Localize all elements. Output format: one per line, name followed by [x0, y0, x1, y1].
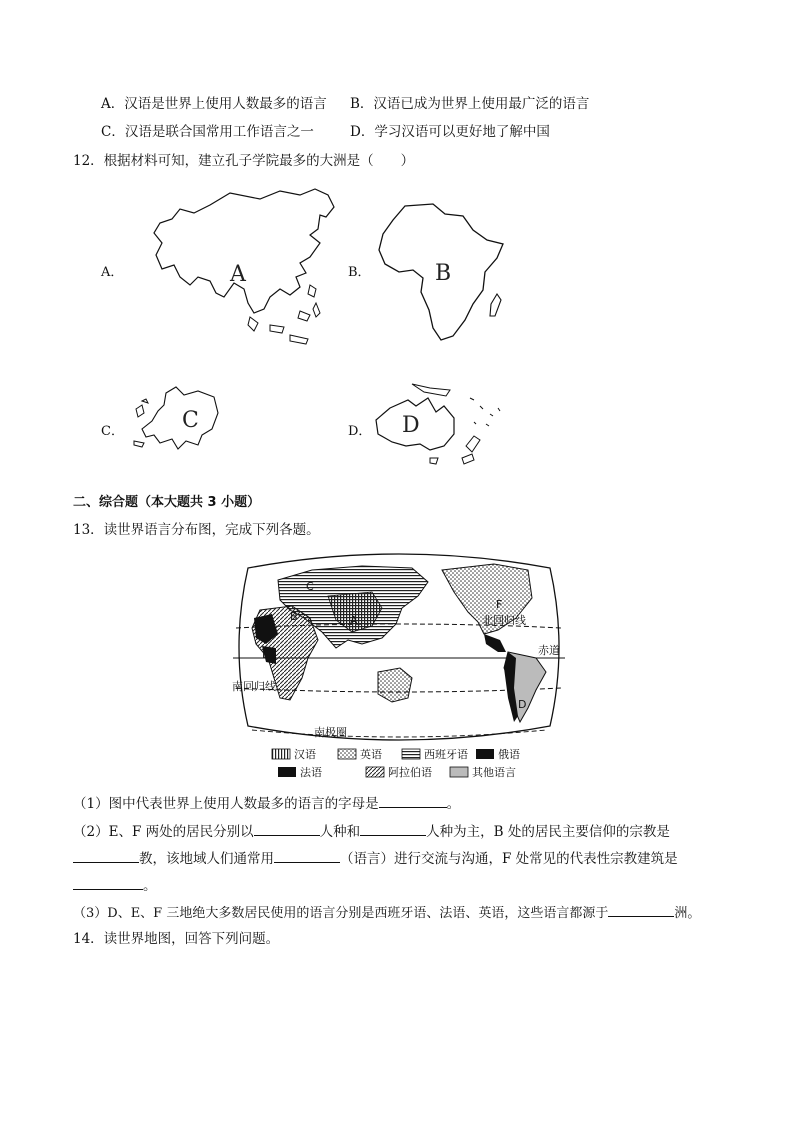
legend-french: 法语 — [300, 766, 322, 779]
q13-sub2-blank-religion[interactable] — [73, 848, 139, 863]
legend-other: 其他语言 — [472, 766, 516, 779]
q14-stem: 14．读世界地图，回答下列问题。 — [73, 931, 280, 947]
q12-option-d-label: D． — [348, 424, 372, 439]
north-tropic-label: 北回归线 — [482, 614, 526, 627]
q13-sub3-blank-continent[interactable] — [608, 902, 674, 917]
map-letter-c: C — [306, 580, 314, 593]
q13-sub2-line2 — [73, 848, 678, 868]
q11-option-c: C．汉语是联合国常用工作语言之一 — [101, 124, 314, 140]
q12-stem: 12．根据材料可知，建立孔子学院最多的大洲是（ ） — [73, 153, 415, 169]
legend-russian: 俄语 — [498, 748, 520, 761]
q11-option-d: D．学习汉语可以更好地了解中国 — [350, 124, 550, 140]
q13-sub2-text-c: 人种为主，B 处的居民主要信仰的宗教是 — [426, 824, 670, 840]
q13-sub3-text-a: （3）D、E、F 三地绝大多数居民使用的语言分别是西班牙语、法语、英语，这些语言都源于 — [73, 906, 609, 921]
legend-swatch-other — [450, 767, 468, 777]
map-letter-f: F — [496, 598, 503, 611]
q13-sub2-blank-building[interactable] — [73, 875, 143, 890]
legend-english: 英语 — [360, 748, 382, 761]
legend-swatch-french — [278, 767, 296, 777]
map-letter-e: E — [262, 648, 269, 661]
africa-outline-map — [375, 200, 510, 345]
q13-sub2-text-a: （2）E、F 两处的居民分别以 — [73, 824, 254, 840]
q12-option-b-label: B． — [348, 265, 371, 280]
q13-sub2-line3 — [73, 875, 157, 895]
map-legend — [272, 748, 532, 780]
antarctic-circle-label: 南极圈 — [314, 726, 347, 739]
legend-swatch-chinese — [272, 749, 290, 759]
q13-sub3-text-b: 洲。 — [674, 906, 701, 921]
legend-swatch-arabic — [366, 767, 384, 777]
q12-option-c-label: C． — [101, 424, 124, 439]
legend-spanish: 西班牙语 — [424, 748, 468, 761]
legend-swatch-spanish — [402, 749, 420, 759]
asia-outline-map — [150, 185, 340, 355]
south-tropic-label: 南回归线 — [232, 680, 276, 693]
q11-option-b: B．汉语已成为世界上使用最广泛的语言 — [350, 96, 590, 112]
map-letter-b: B — [290, 610, 298, 623]
map-letter-d: D — [518, 698, 527, 711]
equator-label: 赤道 — [538, 644, 560, 657]
q13-stem: 13．读世界语言分布图，完成下列各题。 — [73, 522, 320, 538]
map-c-letter: C — [182, 408, 199, 433]
world-language-map — [232, 548, 566, 746]
map-b-letter: B — [435, 261, 452, 286]
q13-sub1-answer-blank[interactable] — [379, 793, 447, 808]
q13-sub2-text-b: 人种和 — [319, 824, 361, 840]
q13-sub1-text: （1）图中代表世界上使用人数最多的语言的字母是 — [73, 796, 379, 812]
q13-sub2-text-e: （语言）进行交流与沟通，F 处常见的代表性宗教建筑是 — [340, 851, 678, 867]
map-a-letter: A — [230, 262, 246, 287]
map-letter-a: A — [350, 614, 358, 627]
oceania-outline-map — [370, 378, 515, 470]
legend-swatch-english — [338, 749, 356, 759]
legend-swatch-russian — [476, 749, 494, 759]
q12-option-a-label: A． — [101, 265, 124, 280]
q13-sub1-end: 。 — [446, 796, 461, 812]
section-2-heading: 二、综合题（本大题共 3 小题） — [73, 495, 261, 510]
q13-sub2-blank-f-race[interactable] — [360, 821, 426, 836]
q13-sub2-blank-language[interactable] — [274, 848, 340, 863]
q13-sub1 — [73, 793, 460, 813]
q11-option-a: A．汉语是世界上使用人数最多的语言 — [101, 96, 327, 112]
map-d-letter: D — [402, 413, 420, 438]
q13-sub2-text-f: 。 — [143, 878, 157, 894]
q13-sub3 — [73, 902, 700, 923]
europe-outline-map — [128, 385, 223, 455]
q13-sub2-text-d: 教，该地域人们通常用 — [139, 851, 274, 867]
q13-sub2-blank-e-race[interactable] — [254, 821, 320, 836]
legend-arabic: 阿拉伯语 — [388, 766, 432, 779]
q13-sub2-line1 — [73, 821, 670, 841]
legend-chinese: 汉语 — [294, 748, 316, 761]
